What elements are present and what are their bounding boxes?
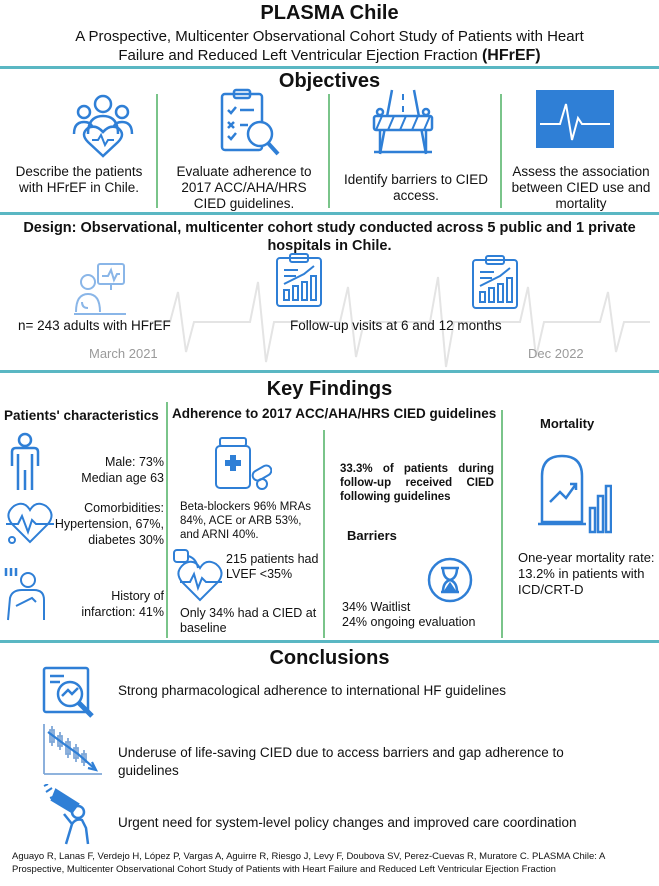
objectives-heading: Objectives [278,70,381,92]
conclusion-3: Urgent need for system-level policy changes and improved care coordination [118,815,577,830]
objective-4-text: Assess the association between CIED use and mortality [511,164,651,211]
adherence-cied-baseline: Only 34% had a CIED at baseline [180,606,317,635]
design-start-date: March 2021 [89,346,158,361]
candlestick-chart-icon [42,722,104,778]
objective-2-text: Evaluate adherence to 2017 ACC/AHA/HRS CIED guidelines. [176,164,312,211]
page-title: PLASMA Chile [260,2,399,24]
road-barrier-icon [372,86,434,158]
conclusions-heading: Conclusions [269,647,390,669]
adherence-heading: Adherence to 2017 ACC/AHA/HRS CIED guidelines [172,406,497,421]
patients-stats [64,454,164,486]
patients-age: Median age 63 [81,471,164,485]
barriers-stats [342,600,500,630]
objectives-divider-1 [156,94,158,208]
patients-infarction: History of infarction: 41% [81,589,164,619]
design-end-date: Dec 2022 [528,346,584,361]
tombstone-chart-icon [538,452,612,536]
patients-male: Male: 73% [104,455,164,469]
clipboard-chart-icon-2 [470,254,520,310]
conclusion-1: Strong pharmacological adherence to international HF guidelines [118,683,506,698]
heart-ecg-icon [4,496,56,548]
findings-divider-1 [166,402,168,638]
megaphone-person-icon [42,784,100,846]
barriers-waitlist: 34% Waitlist [342,600,411,614]
person-icon [8,432,42,492]
objectives-divider-2 [328,94,330,208]
patients-heading: Patients' characteristics [4,408,159,423]
subtitle-line-1: A Prospective, Multicenter Observational Cohort Study of Patients with Heart [75,28,584,45]
patients-heart-icon [68,90,138,160]
subtitle-line-2-text: Failure and Reduced Left Ventricular Ejection Fraction [118,47,478,64]
adherence-lvef: 215 patients had LVEF <35% [226,552,319,581]
subtitle-line-2 [0,46,659,65]
doctor-computer-icon [74,262,126,316]
clipboard-chart-icon [274,252,324,308]
heart-device-icon [172,546,224,604]
findings-divider-3 [501,410,503,638]
design-sample-size: n= 243 adults with HFrEF [18,318,171,333]
findings-divider-2 [323,430,325,638]
medication-bottle-icon [214,436,272,490]
objectives-divider-3 [500,94,502,208]
design-heading: Design: Observational, multicenter cohort study conducted across 5 public and 1 private hospitals in Chile. [23,220,636,254]
citation-line-2: Prospective, Multicenter Observational Cohort Study of Patients with Heart Failure and Reduced Left Ventricular Ejection Fraction [12,864,556,875]
barriers-evaluation: 24% ongoing evaluation [342,615,476,629]
header-divider [0,66,659,69]
key-findings-heading: Key Findings [266,378,393,400]
design-bottom-divider [0,370,659,373]
mortality-heading: Mortality [540,416,595,431]
ecg-monitor-icon [536,90,614,148]
design-followup: Follow-up visits at 6 and 12 months [290,318,502,333]
conclusion-2: Underuse of life-saving CIED due to access barriers and gap adherence to guidelines [118,745,564,778]
objective-1-text: Describe the patients with HFrEF in Chile. [15,164,143,195]
citation [12,850,657,876]
page-subtitle [0,27,659,65]
report-magnifier-icon [42,666,104,720]
chest-pain-icon [2,566,50,622]
subtitle-acronym: (HFrEF) [481,47,541,64]
citation-line-1: Aguayo R, Lanas F, Verdejo H, López P, Vargas A, Aguirre R, Riesgo J, Levy F, Doubova SV, Perez-Cuevas R, Muratore C. PLASMA Chile: A [12,851,606,862]
adherence-received: 33.3% of patients during follow-up received CIED following guidelines [340,463,494,503]
adherence-medications: Beta-blockers 96% MRAs 84%, ACE or ARB 53%, and ARNI 40%. [180,501,312,541]
findings-bottom-divider [0,640,659,643]
objective-3-text: Identify barriers to CIED access. [343,172,489,203]
objectives-bottom-divider [0,212,659,215]
barriers-heading: Barriers [347,528,397,543]
checklist-magnifier-icon [216,88,282,160]
mortality-text: One-year mortality rate: 13.2% in patients with ICD/CRT-D [518,550,655,597]
hourglass-icon [426,556,474,604]
patients-comorbidities: Comorbidities: Hypertension, 67%, diabetes 30% [54,501,164,547]
